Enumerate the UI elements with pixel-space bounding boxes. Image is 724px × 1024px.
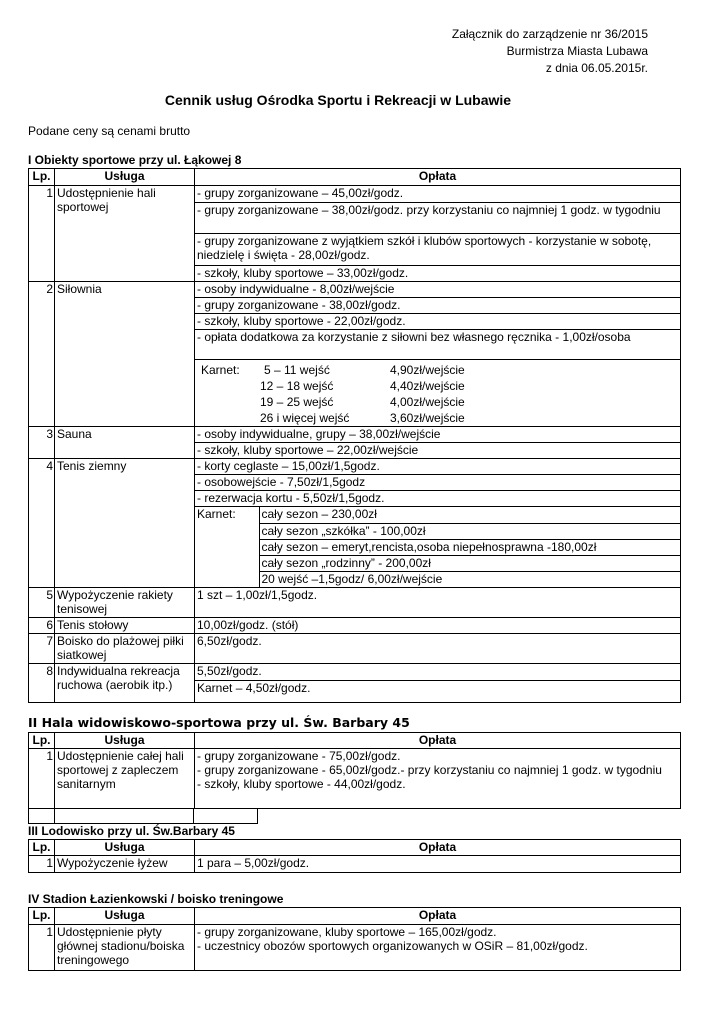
fee-line: - uczestnicy obozów sportowych organizowanych w OSiR – 81,00zł/godz. — [197, 939, 588, 953]
fee-line: - szkoły, kluby sportowe – 33,00zł/godz. — [195, 266, 681, 282]
fee-line: 6,50zł/godz. — [195, 634, 681, 664]
divider — [193, 808, 194, 824]
karnet-option: cały sezon – 230,00zł — [259, 507, 680, 523]
price-note: Podane ceny są cenami brutto — [28, 124, 191, 138]
col-oplata: Opłata — [195, 908, 681, 925]
fees-cell — [195, 925, 681, 971]
col-usluga: Usługa — [55, 733, 195, 749]
fee-line: - grupy zorganizowane z wyjątkiem szkół i klubów sportowych - korzystanie w sobotę, niedzielę i święta - 28,00zł/godz. — [195, 234, 681, 266]
row-lp: 4 — [29, 459, 55, 588]
row-lp: 1 — [29, 856, 55, 873]
section-3-title: III Lodowisko przy ul. Św.Barbary 45 — [28, 824, 235, 838]
row-usluga: Tenis ziemny — [55, 459, 195, 588]
row-lp: 1 — [29, 925, 55, 971]
document-title: Cennik usług Ośrodka Sportu i Rekreacji w Lubawie — [164, 92, 512, 108]
gym-karnet-cell — [195, 360, 681, 427]
karnet-entries: 5 – 11 wejść — [264, 363, 330, 377]
fee-line: - grupy zorganizowane - 65,00zł/godz.- przy korzystaniu co najmniej 1 godz. w tygodniu — [197, 763, 662, 777]
fee-line: - szkoły, kluby sportowe - 44,00zł/godz. — [197, 777, 406, 791]
header-line-3: z dnia 06.05.2015r. — [545, 61, 648, 75]
fee-line: 10,00zł/godz. (stół) — [195, 618, 681, 634]
fee-line: - osoby indywidualne - 8,00zł/wejście — [195, 282, 681, 298]
row-usluga: Indywidualna rekreacja ruchowa (aerobik itp.) — [55, 664, 195, 703]
section-2-table — [28, 732, 681, 809]
row-usluga: Boisko do plażowej piłki siatkowej — [55, 634, 195, 664]
karnet-option: 20 wejść –1,5godz/ 6,00zł/wejście — [259, 571, 680, 587]
col-usluga: Usługa — [55, 169, 195, 186]
col-lp: Lp. — [29, 733, 55, 749]
fee-line: - osoby indywidualne, grupy – 38,00zł/wejście — [195, 427, 681, 443]
empty-row-remnant — [28, 808, 258, 824]
fees-cell — [195, 749, 681, 809]
row-lp: 1 — [29, 749, 55, 809]
fee-line: - szkoły, kluby sportowe - 22,00zł/godz. — [195, 314, 681, 330]
col-oplata: Opłata — [195, 169, 681, 186]
row-lp: 1 — [29, 186, 55, 282]
fee-line: - opłata dodatkowa za korzystanie z siłowni bez własnego ręcznika - 1,00zł/osoba — [195, 330, 681, 360]
divider — [54, 808, 55, 824]
fee-line: - grupy zorganizowane - 38,00zł/godz. — [195, 298, 681, 314]
karnet-entries: 12 – 18 wejść — [260, 379, 334, 393]
tennis-karnet-cell — [195, 507, 681, 588]
attachment-header — [452, 26, 648, 77]
karnet-option: cały sezon „szkółka” - 100,00zł — [259, 523, 680, 539]
row-usluga: Siłownia — [55, 282, 195, 427]
fee-line: 1 para – 5,00zł/godz. — [195, 856, 681, 873]
row-usluga: Udostępnienie hali sportowej — [55, 186, 195, 282]
karnet-price: 4,40zł/wejście — [390, 379, 465, 393]
karnet-entries: 26 i więcej wejść — [260, 411, 350, 425]
col-oplata: Opłata — [195, 840, 681, 856]
row-usluga: Tenis stołowy — [55, 618, 195, 634]
fee-line: Karnet – 4,50zł/godz. — [195, 681, 681, 703]
col-oplata: Opłata — [195, 733, 681, 749]
karnet-label: Karnet: — [201, 363, 240, 377]
fee-line: - grupy zorganizowane, kluby sportowe – 165,00zł/godz. — [197, 925, 497, 939]
karnet-price: 3,60zł/wejście — [390, 411, 465, 425]
fee-line: - rezerwacja kortu - 5,50zł/1,5godz. — [195, 491, 681, 507]
row-lp: 8 — [29, 664, 55, 703]
row-usluga: Sauna — [55, 427, 195, 459]
row-usluga: Wypożyczenie łyżew — [55, 856, 195, 873]
fee-line: - grupy zorganizowane – 45,00zł/godz. — [195, 186, 681, 203]
col-lp: Lp. — [29, 908, 55, 925]
row-usluga: Wypożyczenie rakiety tenisowej — [55, 588, 195, 618]
col-usluga: Usługa — [55, 908, 195, 925]
section-1-table — [28, 168, 681, 703]
header-line-2: Burmistrza Miasta Lubawa — [506, 44, 648, 58]
section-4-title: IV Stadion Łazienkowski / boisko treningowe — [28, 892, 284, 906]
col-lp: Lp. — [29, 169, 55, 186]
section-4-table — [28, 907, 681, 971]
section-2-title: II Hala widowiskowo-sportowa przy ul. Św. Barbary 45 — [28, 715, 410, 730]
header-line-1: Załącznik do zarządzenie nr 36/2015 — [451, 27, 648, 41]
fee-line: - osobowejście - 7,50zł/1,5godz — [195, 475, 681, 491]
fee-line: - szkoły, kluby sportowe – 22,00zł/wejście — [195, 443, 681, 459]
row-usluga: Udostępnienie płyty głównej stadionu/boiska treningowego — [55, 925, 195, 971]
karnet-price: 4,00zł/wejście — [390, 395, 465, 409]
row-lp: 7 — [29, 634, 55, 664]
karnet-option: cały sezon „rodzinny” - 200,00zł — [259, 555, 680, 571]
row-usluga: Udostępnienie całej hali sportowej z zapleczem sanitarnym — [55, 749, 195, 809]
section-3-table — [28, 839, 681, 873]
row-lp: 6 — [29, 618, 55, 634]
karnet-label: Karnet: — [195, 507, 259, 587]
row-lp: 5 — [29, 588, 55, 618]
row-lp: 2 — [29, 282, 55, 427]
fee-line: - grupy zorganizowane – 38,00zł/godz. przy korzystaniu co najmniej 1 godz. w tygodniu — [195, 203, 681, 234]
col-lp: Lp. — [29, 840, 55, 856]
karnet-entries: 19 – 25 wejść — [260, 395, 334, 409]
karnet-option: cały sezon – emeryt,rencista,osoba niepełnosprawna -180,00zł — [259, 539, 680, 555]
row-lp: 3 — [29, 427, 55, 459]
col-usluga: Usługa — [55, 840, 195, 856]
fee-line: 5,50zł/godz. — [195, 664, 681, 681]
fee-line: - grupy zorganizowane - 75,00zł/godz. — [197, 749, 401, 763]
fee-line: - korty ceglaste – 15,00zł/1,5godz. — [195, 459, 681, 475]
fee-line: 1 szt – 1,00zł/1,5godz. — [195, 588, 681, 618]
tennis-karnet-table — [195, 507, 680, 587]
karnet-price: 4,90zł/wejście — [390, 363, 465, 377]
section-1-title: I Obiekty sportowe przy ul. Łąkowej 8 — [28, 153, 242, 167]
